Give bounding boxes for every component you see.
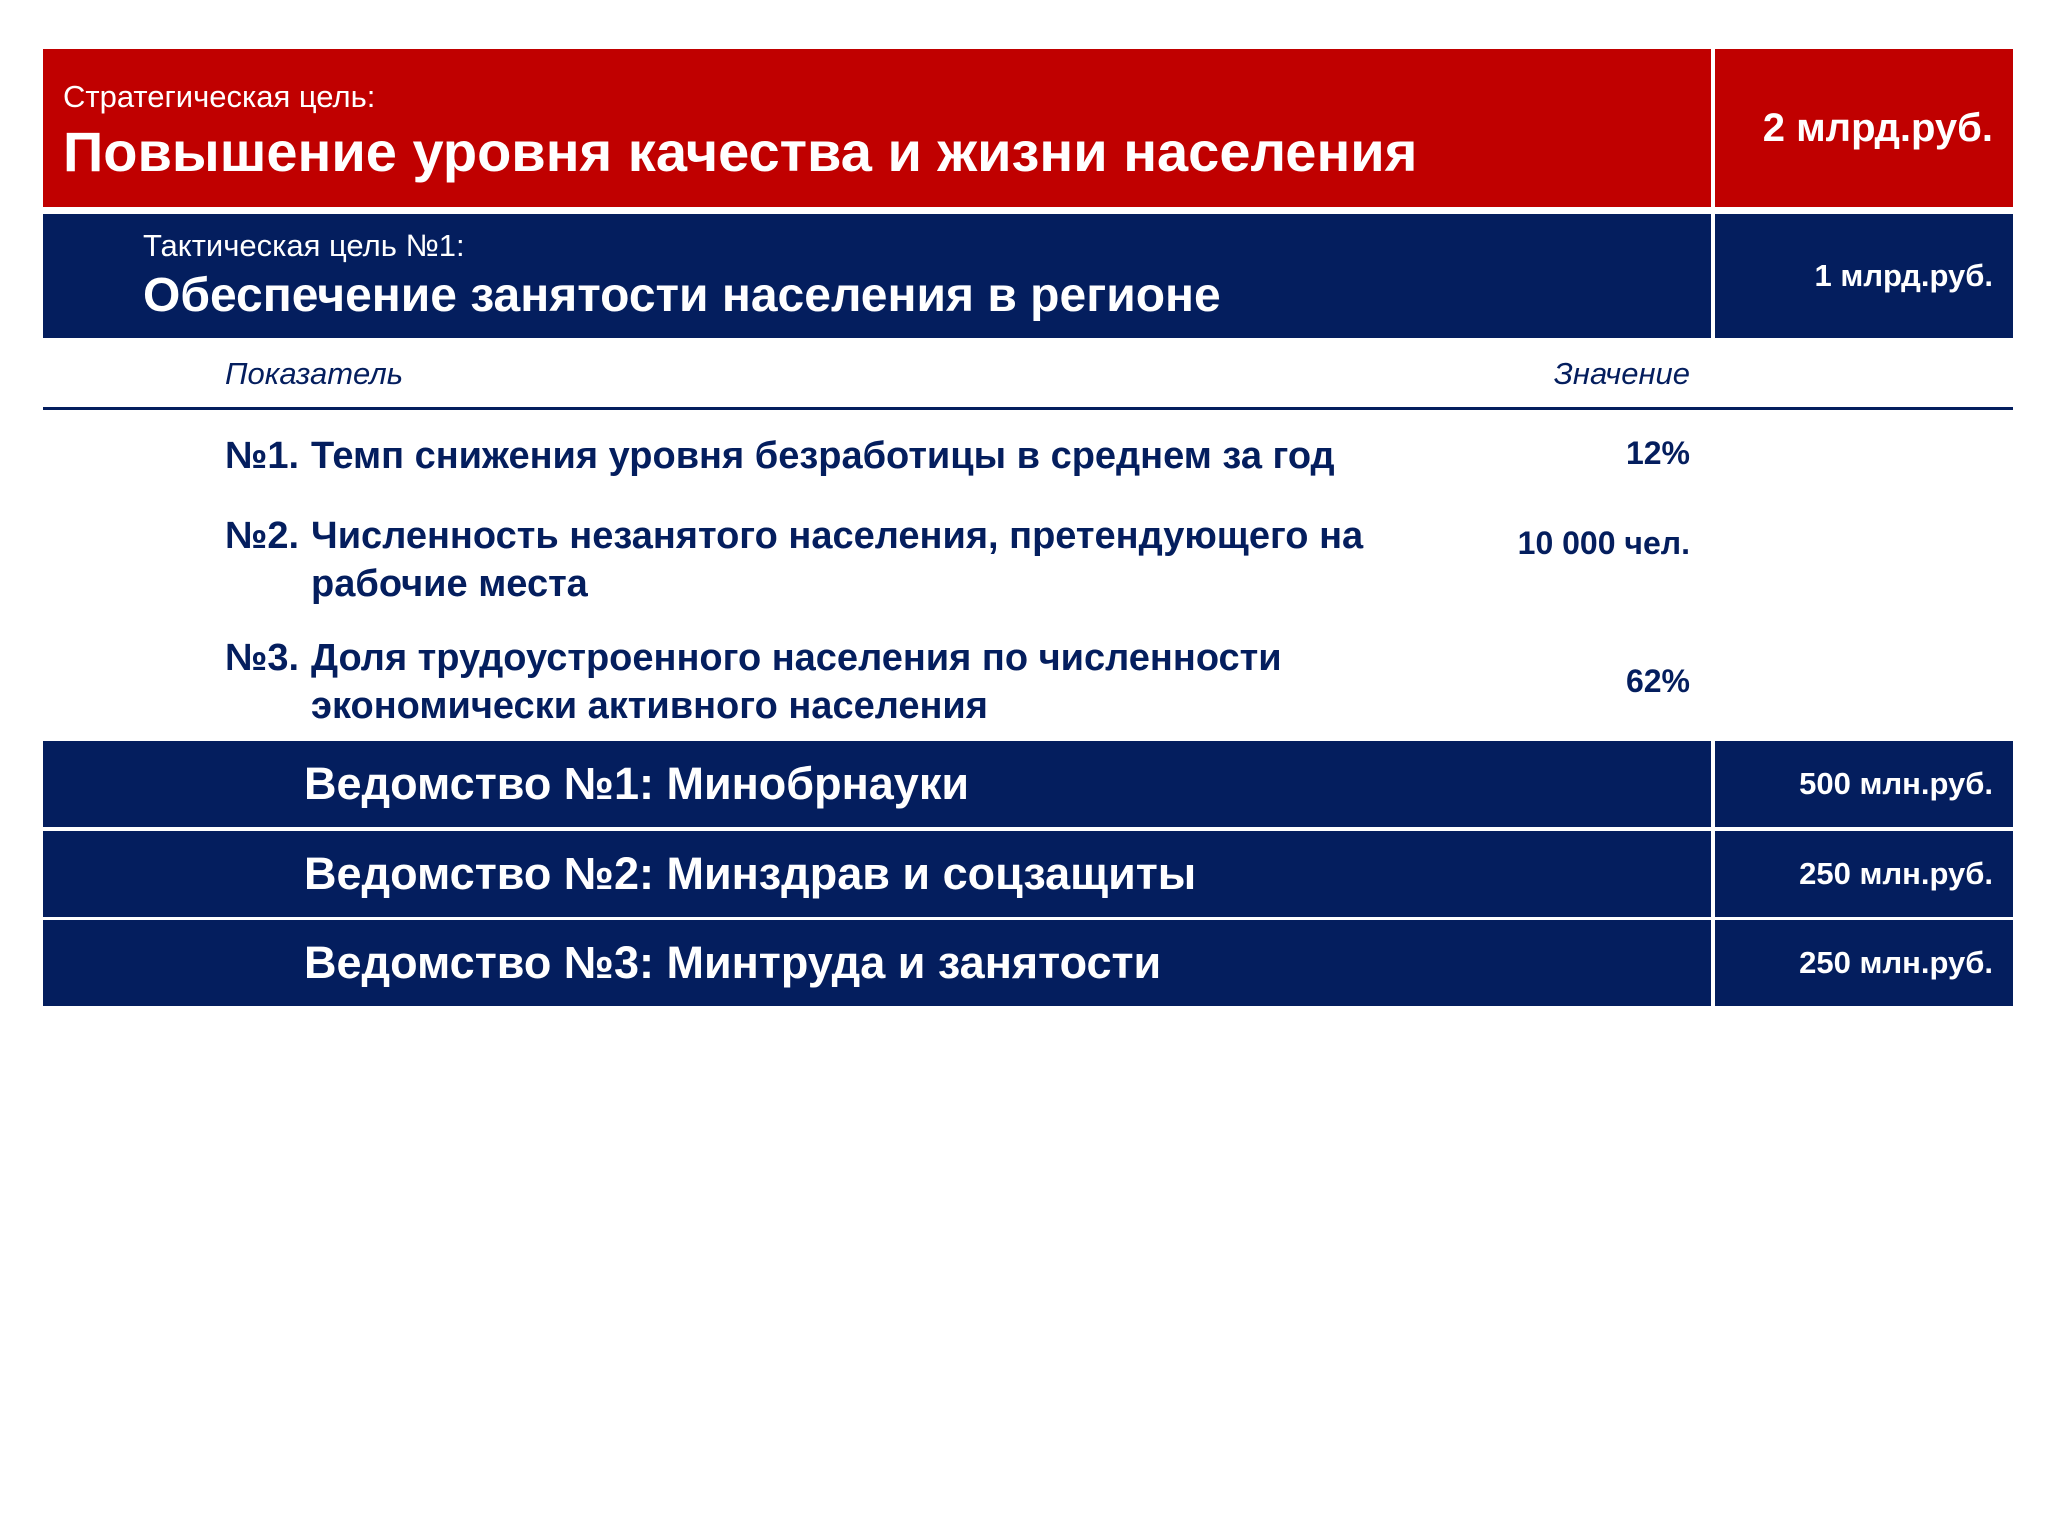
department-title: Ведомство №3: Минтруда и занятости [43, 920, 1711, 1006]
tactical-goal-title: Обеспечение занятости населения в регионе [143, 269, 1221, 322]
department-budget: 250 млн.руб. [1715, 920, 2013, 1006]
tactical-goal-row [43, 214, 2013, 338]
strategic-goal-cell [43, 49, 1711, 207]
strategic-goal-label: Стратегическая цель: [63, 79, 376, 114]
tactical-goal-budget: 1 млрд.руб. [1715, 214, 2013, 338]
indicator-number: №1. [225, 435, 300, 477]
department-budget: 500 млн.руб. [1715, 741, 2013, 827]
strategic-goal-row [43, 49, 2013, 207]
strategic-goal-budget: 2 млрд.руб. [1715, 49, 2013, 207]
indicator-value: 12% [1625, 435, 1690, 471]
indicator-value: 62% [1625, 663, 1690, 699]
department-row [43, 741, 2013, 827]
header-divider [43, 407, 2013, 410]
department-title: Ведомство №1: Минобрнауки [43, 741, 1711, 827]
department-row [43, 831, 2013, 917]
indicator-column-header: Показатель [225, 356, 404, 391]
department-budget: 250 млн.руб. [1715, 831, 2013, 917]
indicator-number: №2. [225, 515, 300, 557]
department-title: Ведомство №2: Минздрав и соцзащиты [43, 831, 1711, 917]
value-column-header: Значение [1553, 356, 1690, 391]
indicator-text: Численность незанятого населения, претендующего на рабочие места [311, 515, 1364, 605]
indicator-number: №3. [225, 637, 300, 679]
indicator-value: 10 000 чел. [1517, 525, 1690, 561]
tactical-goal-label: Тактическая цель №1: [143, 228, 465, 263]
tactical-goal-cell [43, 214, 1711, 338]
indicator-text: Темп снижения уровня безработицы в среднем за год [311, 435, 1335, 477]
indicator-text: Доля трудоустроенного населения по численности экономически активного населения [311, 637, 1282, 727]
department-row [43, 920, 2013, 1006]
strategic-goal-title: Повышение уровня качества и жизни населения [63, 120, 1418, 183]
